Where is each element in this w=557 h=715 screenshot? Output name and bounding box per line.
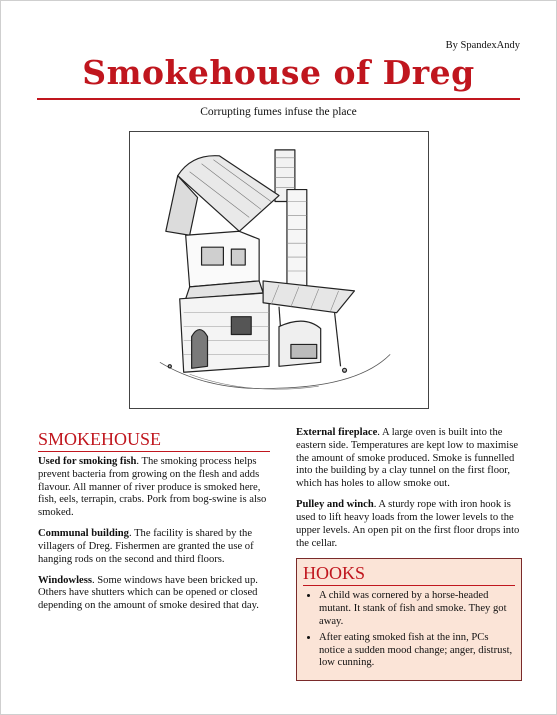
paragraph-external-fireplace bbox=[296, 427, 522, 491]
left-column bbox=[38, 429, 270, 621]
paragraph-smoking-fish bbox=[38, 456, 270, 520]
paragraph-lead: Communal building bbox=[38, 528, 129, 540]
hook-item: • After eating smoked fish at the inn, PCs notice a sudden mood change; anger, distrust, low cunning. bbox=[319, 632, 515, 670]
paragraph-text: . A sturdy rope with iron hook is used to lift heavy loads from the lower levels to the upper levels. An open pit on the first floor drops into the cellar. bbox=[296, 499, 520, 549]
paragraph-pulley-winch bbox=[296, 499, 522, 550]
section-heading-hooks: HOOKS bbox=[303, 563, 515, 586]
paragraph-lead: External fireplace bbox=[296, 427, 378, 438]
paragraph-text: . Some windows have been bricked up. Others have shutters which can be opened or closed depending on the amount of smoke desired that day. bbox=[38, 574, 259, 612]
title-divider bbox=[37, 98, 520, 100]
paragraph-lead: Pulley and winch bbox=[296, 499, 374, 511]
page-subtitle: Corrupting fumes infuse the place bbox=[200, 106, 357, 118]
paragraph-lead: Windowless bbox=[38, 574, 92, 586]
page-title: Smokehouse of Dreg bbox=[82, 53, 475, 92]
smokehouse-illustration bbox=[129, 131, 429, 409]
hook-item: • A child was cornered by a horse-headed mutant. It stank of fish and smoke. They got away. bbox=[319, 590, 515, 628]
paragraph-text: . The smoking process helps prevent bacteria from growing on the flesh and adds flavour. All manner of river produce is smoked here, fish, eels, terrapin, crabs. Pork from bog-swine is also smoked. bbox=[38, 456, 267, 519]
hooks-box bbox=[296, 558, 522, 681]
right-column bbox=[296, 427, 522, 681]
paragraph-windowless bbox=[38, 575, 270, 613]
paragraph-text: . The facility is shared by the villagers of Dreg. Fishermen are granted the use of hanging rods on the second and third floors. bbox=[38, 528, 254, 565]
author-credit: By SpandexAndy bbox=[445, 40, 520, 51]
paragraph-text: . A large oven is built into the eastern side. Temperatures are kept low to maximise the amount of smoke produced. Smoke is funnelled into the building by a clay tunnel on the first floor, which has holes to allow smoke out. bbox=[296, 427, 519, 490]
hooks-list bbox=[303, 590, 515, 670]
paragraph-lead: Used for smoking fish bbox=[38, 456, 137, 467]
paragraph-communal-building bbox=[38, 528, 270, 566]
section-heading-smokehouse: SMOKEHOUSE bbox=[38, 429, 270, 452]
